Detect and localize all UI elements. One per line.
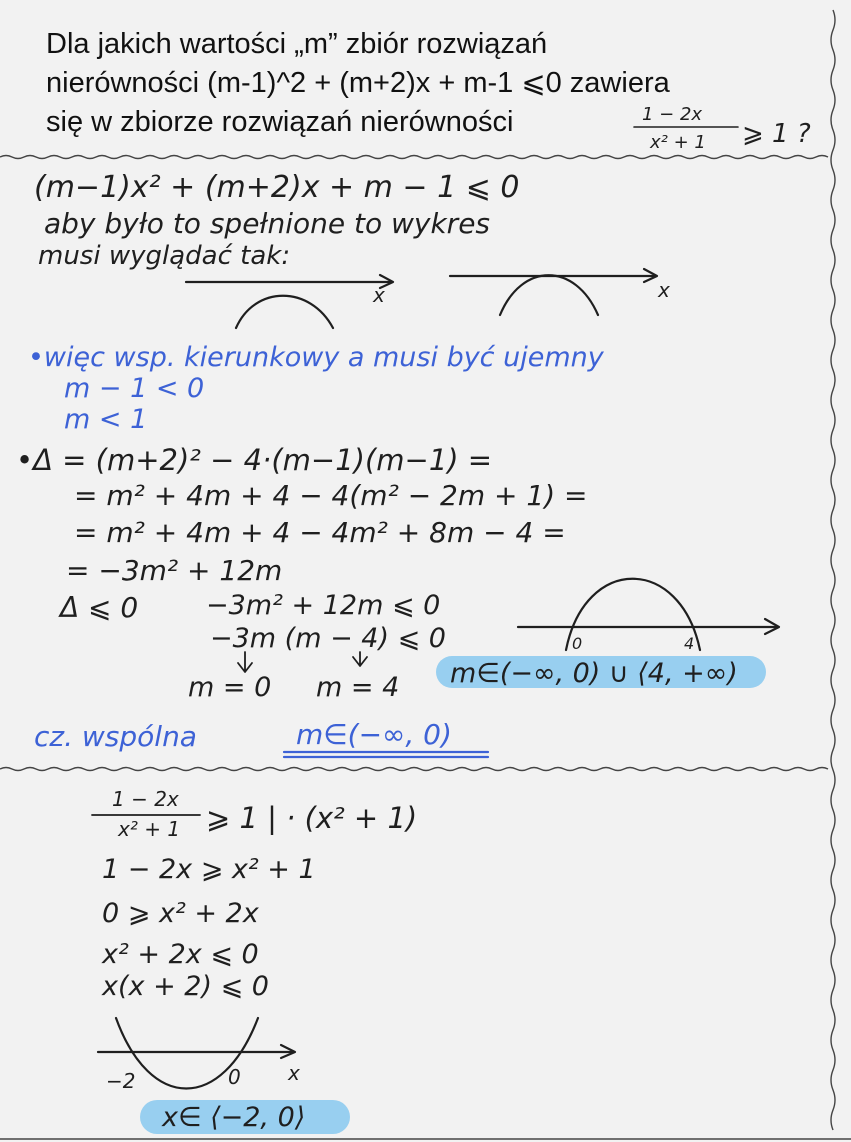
delta-sign-four-label: 4: [684, 634, 695, 653]
condition-note-line-1: aby było to spełnione to wykres: [44, 207, 491, 240]
root-m-four: m = 4: [316, 672, 400, 703]
step-3: x² + 2x ⩽ 0: [102, 939, 259, 970]
second-fraction-numerator: 1 − 2x: [112, 787, 179, 811]
task-line-1: Dla jakich wartości „m” zbiór rozwiązań: [46, 28, 548, 60]
section-divider-2: [0, 768, 828, 771]
right-edge-line: [831, 10, 835, 1130]
delta-sign-parabola: [566, 579, 700, 650]
sketch-2-parabola: [500, 275, 598, 315]
x-result: x∈ ⟨−2, 0⟩: [162, 1102, 306, 1133]
step-2: 0 ⩾ x² + 2x: [102, 898, 259, 929]
sketch-2-axis-label: x: [658, 278, 670, 302]
task-fraction-tail: ⩾ 1 ?: [742, 119, 811, 149]
delta-sign-zero-label: 0: [572, 634, 583, 653]
sketch-3-axis-label: x: [288, 1061, 300, 1085]
second-fraction-denominator: x² + 1: [118, 817, 181, 841]
root-1-arrow: [238, 652, 252, 672]
task-line-3: się w zbiorze rozwiązań nierówności: [46, 106, 514, 138]
sketch-1-parabola: [236, 296, 333, 328]
root-m-zero: m = 0: [188, 672, 272, 703]
sketch-3-neg-two-label: −2: [106, 1069, 136, 1093]
common-part-label: cz. wspólna: [34, 720, 197, 753]
blue-note-m-less-one: m < 1: [64, 404, 148, 435]
delta-line-4: = −3m² + 12m: [66, 554, 283, 587]
sketch-3-zero-label: 0: [228, 1065, 241, 1089]
delta-condition-factored: −3m (m − 4) ⩽ 0: [210, 623, 446, 654]
section-divider-1: [0, 156, 828, 159]
root-2-arrow: [353, 652, 367, 666]
quadratic-inequality: (m−1)x² + (m+2)x + m − 1 ⩽ 0: [34, 170, 520, 205]
second-fraction-tail: ⩾ 1 | · (x² + 1): [206, 801, 418, 835]
delta-result: m∈(−∞, 0) ∪ ⟨4, +∞): [450, 658, 738, 689]
task-fraction-numerator: 1 − 2x: [642, 104, 703, 125]
delta-condition-expanded: −3m² + 12m ⩽ 0: [206, 590, 441, 621]
delta-line-2: = m² + 4m + 4 − 4(m² − 2m + 1) =: [74, 479, 588, 512]
step-1: 1 − 2x ⩾ x² + 1: [102, 854, 316, 885]
delta-line-1: •Δ = (m+2)² − 4·(m−1)(m−1) =: [16, 443, 493, 477]
blue-note-m-minus-one: m − 1 < 0: [64, 373, 205, 404]
blue-note-leading-coefficient: •więc wsp. kierunkowy a musi być ujemny: [28, 342, 604, 373]
task-line-2: nierówności (m-1)^2 + (m+2)x + m-1 ⩽0 zawiera: [46, 67, 670, 99]
task-fraction-denominator: x² + 1: [650, 132, 706, 153]
sketch-1-axis-label: x: [373, 283, 385, 307]
condition-note-line-2: musi wyglądać tak:: [38, 241, 291, 271]
common-part-value: m∈(−∞, 0): [296, 718, 452, 751]
step-4: x(x + 2) ⩽ 0: [102, 971, 269, 1002]
delta-condition: Δ ⩽ 0: [60, 591, 139, 624]
delta-line-3: = m² + 4m + 4 − 4m² + 8m − 4 =: [74, 516, 566, 549]
